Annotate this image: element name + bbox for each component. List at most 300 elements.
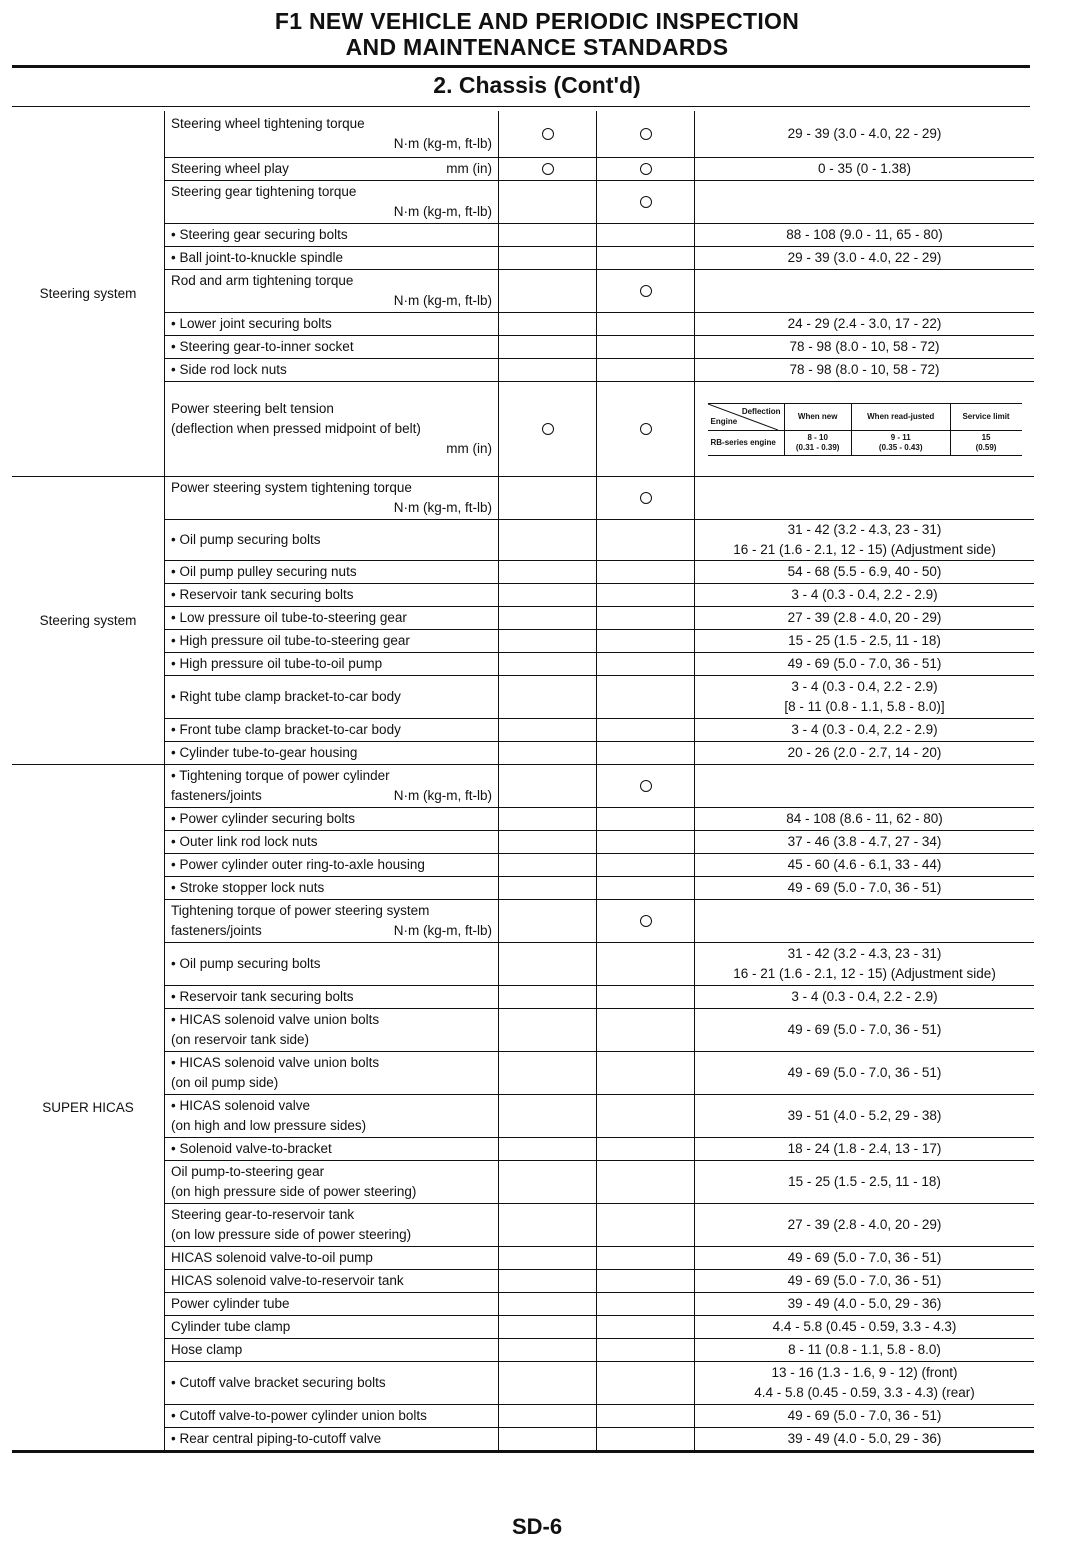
- inspection-mark-cell-1: [499, 561, 597, 583]
- table-row: [165, 561, 1034, 584]
- item-cell: [165, 986, 499, 1008]
- table-row: [165, 1270, 1034, 1293]
- inspection-mark-cell-2: [597, 224, 695, 246]
- value-text: 49 - 69 (5.0 - 7.0, 36 - 51): [787, 1408, 942, 1423]
- circle-mark-icon: [640, 285, 652, 297]
- value-text: 49 - 69 (5.0 - 7.0, 36 - 51): [787, 656, 942, 671]
- item-text: (on low pressure side of power steering): [171, 1227, 412, 1242]
- item-cell: [165, 1247, 499, 1269]
- value-cell: [695, 1405, 1034, 1427]
- item-text: • Front tube clamp bracket-to-car body: [171, 722, 401, 737]
- inspection-mark-cell-1: [499, 477, 597, 519]
- value-cell: [695, 477, 1034, 519]
- section-label: SUPER HICAS: [12, 765, 165, 1450]
- in-value: (0.31 - 0.39): [795, 442, 840, 452]
- value-cell: [695, 313, 1034, 335]
- title-line-2: AND MAINTENANCE STANDARDS: [345, 34, 729, 60]
- circle-mark-icon: [542, 128, 554, 140]
- item-cell: [165, 382, 499, 476]
- value-text: 16 - 21 (1.6 - 2.1, 12 - 15) (Adjustment side): [733, 542, 996, 557]
- table-row: [165, 854, 1034, 877]
- value-cell: [695, 808, 1034, 830]
- table-row: [165, 1052, 1034, 1095]
- inspection-mark-cell-2: [597, 520, 695, 560]
- value-cell: [695, 676, 1034, 718]
- item-cell: [165, 270, 499, 312]
- item-text: • Lower joint securing bolts: [171, 316, 332, 331]
- item-cell: [165, 247, 499, 269]
- inspection-mark-cell-2: [597, 584, 695, 606]
- item-text: • Ball joint-to-knuckle spindle: [171, 250, 344, 265]
- value-cell: [695, 1247, 1034, 1269]
- value-text: 27 - 39 (2.8 - 4.0, 20 - 29): [787, 610, 942, 625]
- value-cell: [695, 854, 1034, 876]
- item-cell: [165, 336, 499, 358]
- item-text: (on high and low pressure sides): [171, 1118, 367, 1133]
- value-text: 27 - 39 (2.8 - 4.0, 20 - 29): [787, 1217, 942, 1232]
- inspection-mark-cell-2: [597, 854, 695, 876]
- inspection-mark-cell-2: [597, 808, 695, 830]
- table-section: [12, 765, 1034, 1453]
- item-label: fasteners/joints: [171, 923, 262, 938]
- inspection-mark-cell-2: [597, 943, 695, 985]
- inspection-mark-cell-1: [499, 111, 597, 157]
- item-cell: [165, 158, 499, 180]
- section-label: Steering system: [12, 111, 165, 476]
- inspection-mark-cell-1: [499, 854, 597, 876]
- item-cell: [165, 1293, 499, 1315]
- item-text: • Rear central piping-to-cutoff valve: [171, 1431, 382, 1446]
- item-text: • Oil pump securing bolts: [171, 532, 321, 547]
- value-text: 29 - 39 (3.0 - 4.0, 22 - 29): [787, 126, 942, 141]
- item-text: • Side rod lock nuts: [171, 362, 287, 377]
- item-label: Steering wheel play: [171, 161, 289, 176]
- value-cell: [695, 943, 1034, 985]
- inspection-mark-cell-1: [499, 181, 597, 223]
- value-text: 49 - 69 (5.0 - 7.0, 36 - 51): [787, 1022, 942, 1037]
- inspection-mark-cell-1: [499, 986, 597, 1008]
- inspection-mark-cell-1: [499, 247, 597, 269]
- value-text: 15 - 25 (1.5 - 2.5, 11 - 18): [788, 1174, 941, 1189]
- page-header: [0, 8, 1074, 60]
- inspection-table: [12, 111, 1034, 1453]
- value-text: 37 - 46 (3.8 - 4.7, 27 - 34): [787, 834, 942, 849]
- inspection-mark-cell-1: [499, 1138, 597, 1160]
- item-text: • Cutoff valve bracket securing bolts: [171, 1375, 386, 1390]
- item-cell: [165, 1362, 499, 1404]
- circle-mark-icon: [640, 915, 652, 927]
- item-text: (on high pressure side of power steering): [171, 1184, 417, 1199]
- value-text: 3 - 4 (0.3 - 0.4, 2.2 - 2.9): [791, 587, 938, 602]
- inspection-mark-cell-2: [597, 900, 695, 942]
- item-text: • Reservoir tank securing bolts: [171, 989, 354, 1004]
- table-row: [165, 877, 1034, 900]
- inspection-mark-cell-1: [499, 607, 597, 629]
- belt-tension-table: [708, 403, 1022, 456]
- corner-cell: [708, 403, 785, 430]
- item-cell: [165, 831, 499, 853]
- table-row: [165, 986, 1034, 1009]
- item-cell: [165, 854, 499, 876]
- inspection-mark-cell-2: [597, 1247, 695, 1269]
- inspection-mark-cell-2: [597, 1052, 695, 1094]
- unit-label: N·m (kg-m, ft-lb): [393, 788, 492, 803]
- inspection-mark-cell-1: [499, 765, 597, 807]
- item-text: • Steering gear securing bolts: [171, 227, 348, 242]
- value-text: 3 - 4 (0.3 - 0.4, 2.2 - 2.9): [791, 989, 938, 1004]
- circle-mark-icon: [542, 163, 554, 175]
- item-text: • Outer link rod lock nuts: [171, 834, 318, 849]
- value-cell: [695, 111, 1034, 157]
- item-text: • Reservoir tank securing bolts: [171, 587, 354, 602]
- inspection-mark-cell-2: [597, 1339, 695, 1361]
- inspection-mark-cell-1: [499, 900, 597, 942]
- inspection-mark-cell-2: [597, 1095, 695, 1137]
- inspection-mark-cell-2: [597, 477, 695, 519]
- value-cell: [695, 247, 1034, 269]
- inspection-mark-cell-1: [499, 1247, 597, 1269]
- in-value: (0.59): [975, 442, 997, 452]
- table-row: [165, 359, 1034, 382]
- value-text: 0 - 35 (0 - 1.38): [817, 161, 912, 176]
- item-cell: [165, 1095, 499, 1137]
- circle-mark-icon: [542, 423, 554, 435]
- item-text: • Power cylinder securing bolts: [171, 811, 356, 826]
- table-row: [165, 224, 1034, 247]
- value-cell: [695, 719, 1034, 741]
- value-text: 13 - 16 (1.3 - 1.6, 9 - 12) (front): [771, 1365, 958, 1380]
- item-cell: [165, 1052, 499, 1094]
- item-cell: [165, 1316, 499, 1338]
- item-cell: [165, 1428, 499, 1450]
- value-cell: [695, 224, 1034, 246]
- value-cell: [695, 653, 1034, 675]
- table-row: [165, 742, 1034, 764]
- item-text: Hose clamp: [171, 1342, 243, 1357]
- value-cell: [695, 1204, 1034, 1246]
- value-text: 78 - 98 (8.0 - 10, 58 - 72): [789, 362, 940, 377]
- unit-label: mm (in): [446, 161, 492, 176]
- item-cell: [165, 313, 499, 335]
- inspection-mark-cell-2: [597, 1428, 695, 1450]
- table-row: [165, 382, 1034, 476]
- value-text: 39 - 51 (4.0 - 5.2, 29 - 38): [787, 1108, 942, 1123]
- item-text: • HICAS solenoid valve: [171, 1098, 311, 1113]
- inspection-mark-cell-1: [499, 1052, 597, 1094]
- table-row: [165, 607, 1034, 630]
- item-text: Power steering belt tension: [171, 401, 334, 416]
- value-cell: [695, 742, 1034, 764]
- value-cell: [695, 1009, 1034, 1051]
- item-text: • Tightening torque of power cylinder: [171, 768, 390, 783]
- table-section: [12, 477, 1034, 765]
- inspection-mark-cell-1: [499, 877, 597, 899]
- item-text: [171, 786, 492, 806]
- table-row: [165, 719, 1034, 742]
- header-readjusted: When read-justed: [851, 403, 950, 430]
- item-text: • Oil pump pulley securing nuts: [171, 564, 357, 579]
- inspection-mark-cell-2: [597, 1293, 695, 1315]
- inspection-mark-cell-1: [499, 1270, 597, 1292]
- header-when-new: When new: [784, 403, 851, 430]
- inspection-mark-cell-2: [597, 382, 695, 476]
- circle-mark-icon: [640, 128, 652, 140]
- in-value: (0.35 - 0.43): [878, 442, 923, 452]
- value-text: 39 - 49 (4.0 - 5.0, 29 - 36): [787, 1296, 942, 1311]
- value-text: 84 - 108 (8.6 - 11, 62 - 80): [786, 811, 943, 826]
- value-cell: [695, 270, 1034, 312]
- header-service-limit: Service limit: [950, 403, 1021, 430]
- value-cell: [695, 831, 1034, 853]
- item-cell: [165, 808, 499, 830]
- value-cell: [695, 1428, 1034, 1450]
- inspection-mark-cell-2: [597, 1161, 695, 1203]
- table-row: [165, 676, 1034, 719]
- value-cell: [695, 181, 1034, 223]
- item-text: • Cylinder tube-to-gear housing: [171, 745, 358, 760]
- inspection-mark-cell-1: [499, 1405, 597, 1427]
- inspection-mark-cell-2: [597, 359, 695, 381]
- inspection-mark-cell-2: [597, 742, 695, 764]
- engine-label: RB-series engine: [708, 430, 785, 455]
- inspection-mark-cell-2: [597, 831, 695, 853]
- item-text: • Low pressure oil tube-to-steering gear: [171, 610, 407, 625]
- inspection-mark-cell-2: [597, 877, 695, 899]
- value-text: 31 - 42 (3.2 - 4.3, 23 - 31): [787, 946, 942, 961]
- value-text: 20 - 26 (2.0 - 2.7, 14 - 20): [787, 745, 942, 760]
- item-text: HICAS solenoid valve-to-oil pump: [171, 1250, 373, 1265]
- table-row: [165, 477, 1034, 520]
- item-cell: [165, 520, 499, 560]
- value-cell: [695, 607, 1034, 629]
- item-text: Steering gear tightening torque: [171, 184, 357, 199]
- value-cell: [695, 986, 1034, 1008]
- item-text: • Steering gear-to-inner socket: [171, 339, 354, 354]
- inspection-mark-cell-2: [597, 181, 695, 223]
- inspection-mark-cell-2: [597, 111, 695, 157]
- value-cell: [695, 584, 1034, 606]
- item-text: Power cylinder tube: [171, 1296, 290, 1311]
- section-rows: [165, 765, 1034, 1450]
- table-row: [165, 653, 1034, 676]
- value-text: 8 - 11 (0.8 - 1.1, 5.8 - 8.0): [788, 1342, 941, 1357]
- value-text: 4.4 - 5.8 (0.45 - 0.59, 3.3 - 4.3): [772, 1319, 957, 1334]
- table-row: [165, 1362, 1034, 1405]
- inspection-mark-cell-2: [597, 1138, 695, 1160]
- inspection-mark-cell-2: [597, 607, 695, 629]
- corner-bottom-label: Engine: [710, 416, 738, 426]
- table-row: [165, 1204, 1034, 1247]
- item-cell: [165, 607, 499, 629]
- item-text: • High pressure oil tube-to-steering gear: [171, 633, 410, 648]
- item-text: • High pressure oil tube-to-oil pump: [171, 656, 383, 671]
- inspection-mark-cell-2: [597, 765, 695, 807]
- service-limit-value: [950, 430, 1021, 455]
- item-text: • Right tube clamp bracket-to-car body: [171, 689, 401, 704]
- inspection-mark-cell-1: [499, 1204, 597, 1246]
- value-cell: [695, 900, 1034, 942]
- item-text: Power steering system tightening torque: [171, 480, 412, 495]
- item-cell: [165, 111, 499, 157]
- inspection-mark-cell-2: [597, 653, 695, 675]
- value-cell: [695, 359, 1034, 381]
- table-row: [165, 1138, 1034, 1161]
- value-text: 31 - 42 (3.2 - 4.3, 23 - 31): [787, 522, 942, 537]
- item-cell: [165, 676, 499, 718]
- value-cell: [695, 561, 1034, 583]
- value-text: 49 - 69 (5.0 - 7.0, 36 - 51): [787, 1065, 942, 1080]
- item-cell: [165, 900, 499, 942]
- table-row: [165, 630, 1034, 653]
- item-cell: [165, 1204, 499, 1246]
- value-text: 49 - 69 (5.0 - 7.0, 36 - 51): [787, 880, 942, 895]
- inspection-mark-cell-1: [499, 359, 597, 381]
- table-row: [165, 831, 1034, 854]
- value-text: 24 - 29 (2.4 - 3.0, 17 - 22): [787, 316, 942, 331]
- table-row: [165, 1339, 1034, 1362]
- inspection-mark-cell-2: [597, 1405, 695, 1427]
- value-text: 39 - 49 (4.0 - 5.0, 29 - 36): [787, 1431, 942, 1446]
- item-text: Steering wheel tightening torque: [171, 116, 365, 131]
- table-row: [165, 520, 1034, 561]
- item-cell: [165, 742, 499, 764]
- value-cell: [695, 1316, 1034, 1338]
- item-cell: [165, 719, 499, 741]
- value-text: 49 - 69 (5.0 - 7.0, 36 - 51): [787, 1250, 942, 1265]
- inspection-mark-cell-2: [597, 986, 695, 1008]
- table-row: [165, 181, 1034, 224]
- inspection-mark-cell-1: [499, 1316, 597, 1338]
- table-row: [165, 1428, 1034, 1450]
- inspection-mark-cell-1: [499, 831, 597, 853]
- value-text: 18 - 24 (1.8 - 2.4, 13 - 17): [787, 1141, 942, 1156]
- inspection-mark-cell-2: [597, 270, 695, 312]
- item-text: Tightening torque of power steering system: [171, 903, 430, 918]
- corner-top-label: Deflection: [741, 406, 781, 416]
- item-cell: [165, 584, 499, 606]
- value-cell: [695, 1161, 1034, 1203]
- item-cell: [165, 1270, 499, 1292]
- unit-label: mm (in): [446, 441, 492, 456]
- item-text: Cylinder tube clamp: [171, 1319, 291, 1334]
- value-cell: [695, 1052, 1034, 1094]
- inspection-mark-cell-1: [499, 719, 597, 741]
- inspection-mark-cell-2: [597, 561, 695, 583]
- section-rows: [165, 111, 1034, 476]
- value-cell: [695, 1095, 1034, 1137]
- table-row: [165, 1161, 1034, 1204]
- table-row: [165, 1316, 1034, 1339]
- item-cell: [165, 1405, 499, 1427]
- table-row: [165, 1095, 1034, 1138]
- inspection-mark-cell-1: [499, 158, 597, 180]
- inspection-mark-cell-1: [499, 224, 597, 246]
- circle-mark-icon: [640, 196, 652, 208]
- item-cell: [165, 1138, 499, 1160]
- item-cell: [165, 181, 499, 223]
- value-cell: [695, 158, 1034, 180]
- inspection-mark-cell-1: [499, 1293, 597, 1315]
- mm-value: 8 - 10: [807, 432, 828, 442]
- item-label: fasteners/joints: [171, 788, 262, 803]
- item-text: • Cutoff valve-to-power cylinder union bolts: [171, 1408, 427, 1423]
- inspection-mark-cell-1: [499, 1362, 597, 1404]
- table-row: [165, 158, 1034, 181]
- table-row: [165, 765, 1034, 808]
- title-line-1: F1 NEW VEHICLE AND PERIODIC INSPECTION: [274, 8, 800, 34]
- diagonal-line: [708, 404, 778, 430]
- inspection-mark-cell-1: [499, 1009, 597, 1051]
- circle-mark-icon: [640, 492, 652, 504]
- item-cell: [165, 1339, 499, 1361]
- value-cell: [695, 765, 1034, 807]
- inspection-mark-cell-2: [597, 247, 695, 269]
- item-cell: [165, 943, 499, 985]
- value-cell: [695, 520, 1034, 560]
- header-rule: [12, 65, 1030, 68]
- value-text: 54 - 68 (5.5 - 6.9, 40 - 50): [787, 564, 942, 579]
- inspection-mark-cell-1: [499, 1161, 597, 1203]
- value-cell: [695, 382, 1034, 476]
- value-cell: [695, 1339, 1034, 1361]
- inspection-mark-cell-1: [499, 336, 597, 358]
- value-cell: [695, 877, 1034, 899]
- value-text: [8 - 11 (0.8 - 1.1, 5.8 - 8.0)]: [784, 699, 945, 714]
- inspection-mark-cell-2: [597, 1316, 695, 1338]
- value-cell: [695, 1138, 1034, 1160]
- item-text: • Solenoid valve-to-bracket: [171, 1141, 332, 1156]
- readjusted-value: [851, 430, 950, 455]
- table-row: [165, 336, 1034, 359]
- unit-label: N·m (kg-m, ft-lb): [393, 923, 492, 938]
- inspection-mark-cell-2: [597, 1270, 695, 1292]
- inspection-mark-cell-1: [499, 1428, 597, 1450]
- circle-mark-icon: [640, 163, 652, 175]
- inspection-mark-cell-1: [499, 313, 597, 335]
- table-row: [165, 1247, 1034, 1270]
- inspection-mark-cell-1: [499, 630, 597, 652]
- item-cell: [165, 630, 499, 652]
- inspection-mark-cell-2: [597, 1009, 695, 1051]
- item-text: (on oil pump side): [171, 1075, 279, 1090]
- inspection-mark-cell-1: [499, 653, 597, 675]
- inspection-mark-cell-2: [597, 719, 695, 741]
- item-text: • Power cylinder outer ring-to-axle housing: [171, 857, 425, 872]
- item-cell: [165, 1009, 499, 1051]
- value-cell: [695, 1270, 1034, 1292]
- item-cell: [165, 359, 499, 381]
- inspection-mark-cell-1: [499, 382, 597, 476]
- inspection-mark-cell-1: [499, 742, 597, 764]
- inspection-mark-cell-2: [597, 158, 695, 180]
- item-text: Oil pump-to-steering gear: [171, 1164, 325, 1179]
- table-row: [165, 1293, 1034, 1316]
- mm-value: 9 - 11: [890, 432, 911, 442]
- value-text: 4.4 - 5.8 (0.45 - 0.59, 3.3 - 4.3) (rear): [754, 1385, 975, 1400]
- table-row: [165, 584, 1034, 607]
- inspection-mark-cell-1: [499, 584, 597, 606]
- item-text: • HICAS solenoid valve union bolts: [171, 1055, 380, 1070]
- item-cell: [165, 653, 499, 675]
- table-row: [165, 111, 1034, 158]
- inspection-mark-cell-1: [499, 520, 597, 560]
- section-rows: [165, 477, 1034, 764]
- table-row: [165, 943, 1034, 986]
- value-cell: [695, 336, 1034, 358]
- value-cell: [695, 1362, 1034, 1404]
- inspection-mark-cell-2: [597, 1362, 695, 1404]
- item-text: Steering gear-to-reservoir tank: [171, 1207, 355, 1222]
